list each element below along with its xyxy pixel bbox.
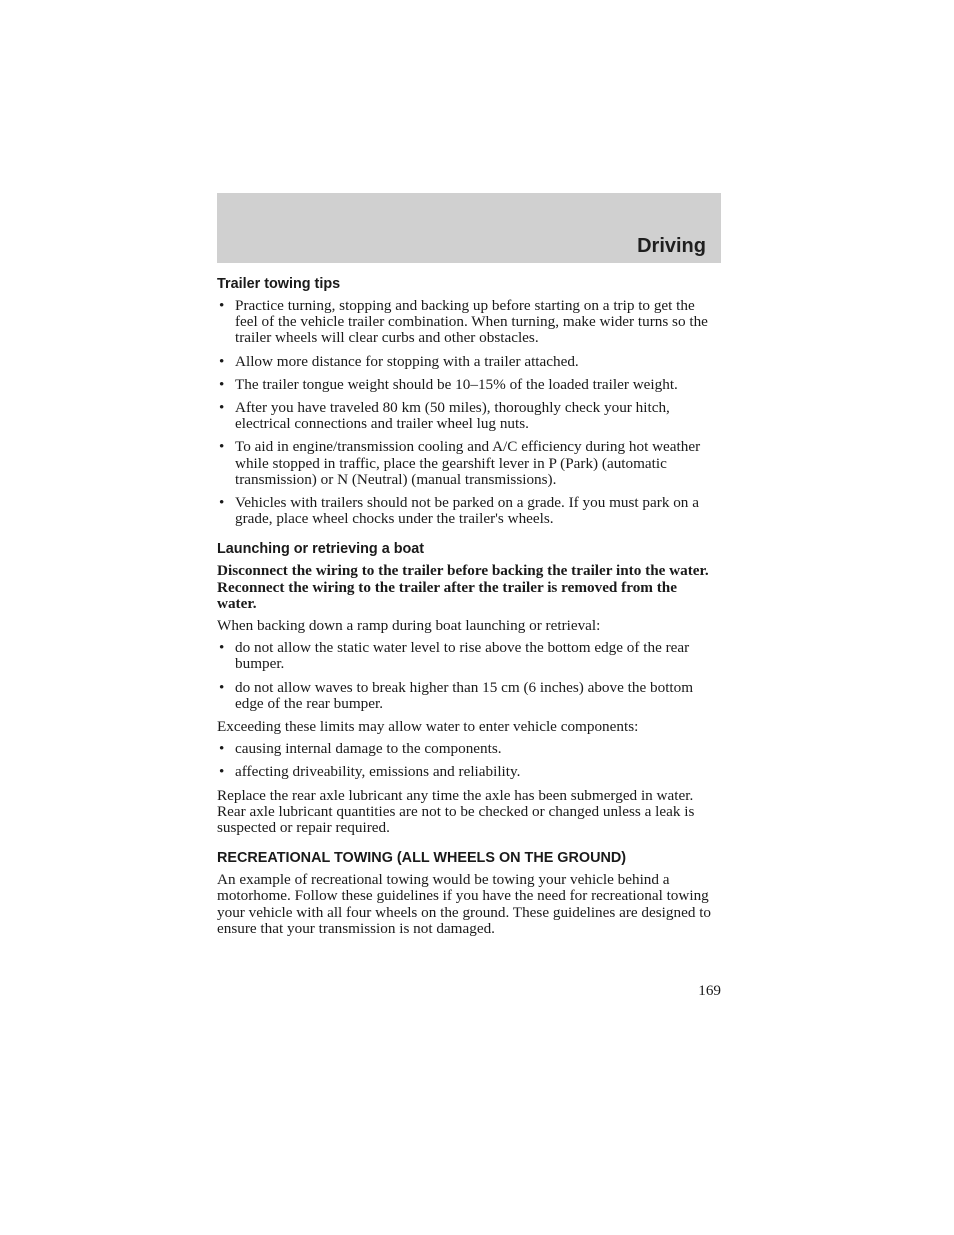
exceed-limits-list [217,741,717,780]
replace-lubricant-text: Replace the rear axle lubricant any time the axle has been submerged in water. Rear axle lubricant quantities are not to be checked or changed unless a leak is suspected or repair required. [217,786,695,837]
list-item: • do not allow waves to break higher than 15 cm (6 inches) above the bottom edge of the rear bumper. [217,680,717,712]
list-item: • do not allow the static water level to rise above the bottom edge of the rear bumper. [217,640,717,672]
heading-launching-boat: Launching or retrieving a boat [217,541,425,558]
heading-trailer-towing-tips: Trailer towing tips [217,276,341,292]
exceed-limits-text: Exceeding these limits may allow water to enter vehicle components: [217,718,639,736]
list-item: • After you have traveled 80 km (50 miles), thoroughly check your hitch, electrical connections and trailer wheel lug nuts. [217,400,717,432]
list-item: • causing internal damage to the components. [217,741,717,757]
section-title: Driving [637,235,706,257]
recreational-towing-text: An example of recreational towing would be towing your vehicle behind a motorhome. Follow these guidelines if you have the need for recreational towing your vehicle with all four wheels on the ground. These guidelines are designed to ensure that your transmission is not damaged. [217,871,712,937]
list-item: • To aid in engine/transmission cooling and A/C efficiency during hot weather while stopped in traffic, place the gearshift lever in P (Park) (automatic transmission) or N (Neutral) (manual transmissions). [217,439,717,488]
boat-limits-list [217,640,717,712]
trailer-tips-list [217,298,717,527]
heading-recreational-towing: RECREATIONAL TOWING (ALL WHEELS ON THE GROUND) [217,850,627,867]
list-item: • Allow more distance for stopping with a trailer attached. [217,354,717,370]
list-item: • Practice turning, stopping and backing up before starting on a trip to get the feel of the vehicle trailer combination. When turning, make wider turns so the trailer wheels will clear curbs and other obstacles. [217,298,717,347]
page-number: 169 [698,982,721,999]
boat-warning-text: Disconnect the wiring to the trailer before backing the trailer into the water. Reconnect the wiring to the trailer after the trailer is removed from the water. [217,562,709,612]
list-item: • The trailer tongue weight should be 10–15% of the loaded trailer weight. [217,377,717,393]
page-content [217,276,717,943]
section-header-band [217,193,721,263]
boat-intro-text: When backing down a ramp during boat launching or retrieval: [217,617,601,635]
list-item: • Vehicles with trailers should not be parked on a grade. If you must park on a grade, place wheel chocks under the trailer's wheels. [217,495,717,527]
list-item: • affecting driveability, emissions and reliability. [217,764,717,780]
